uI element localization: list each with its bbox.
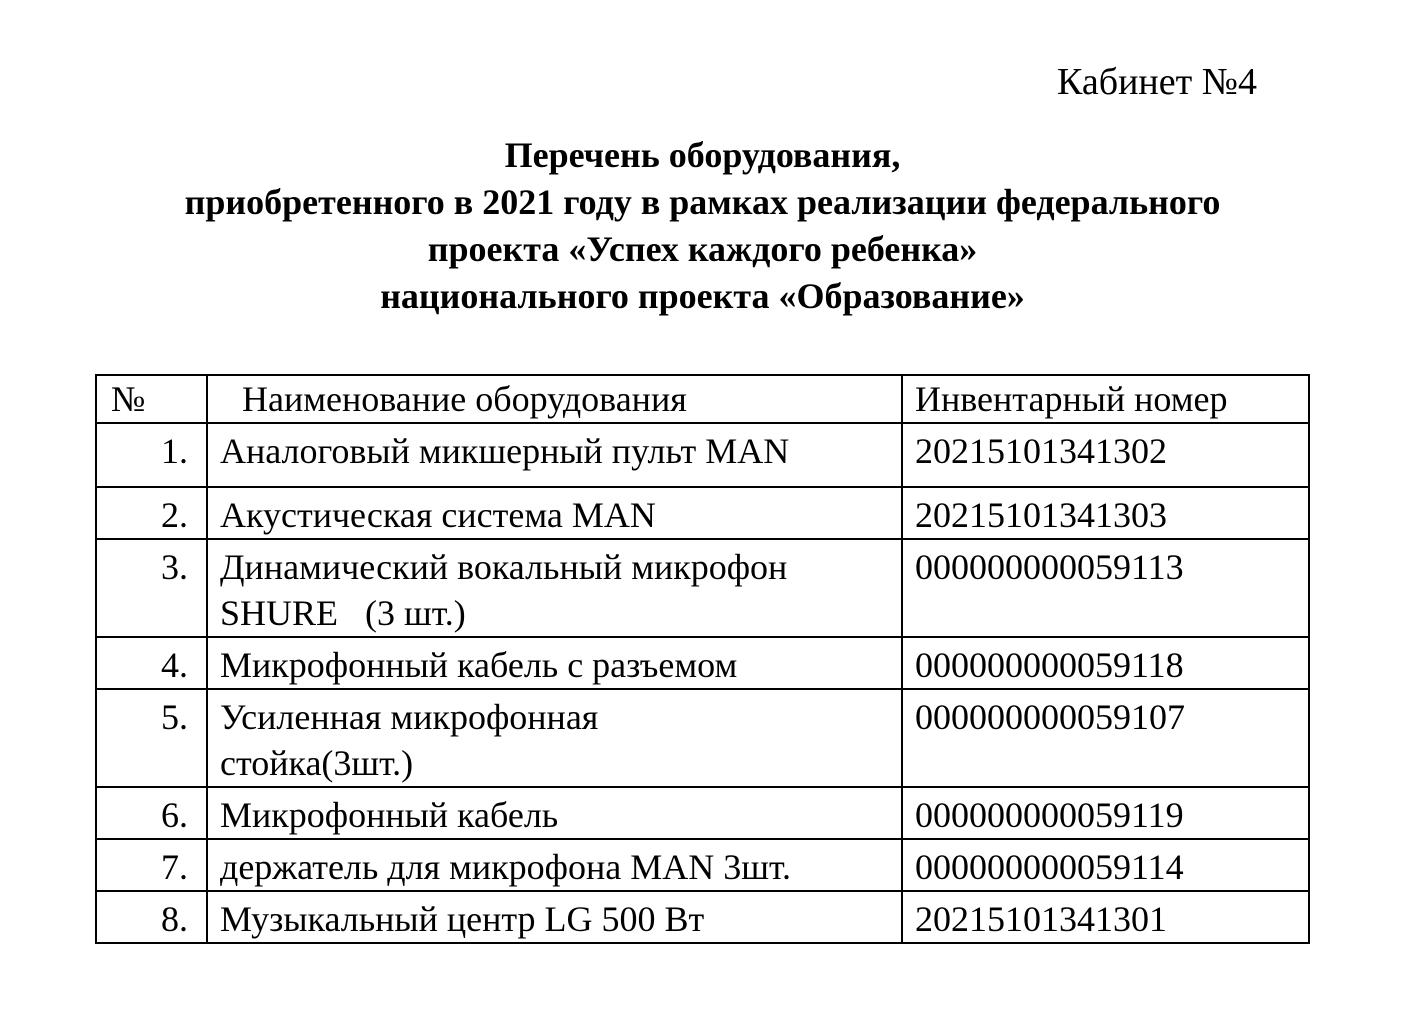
inventory-number: 000000000059114 [902,839,1309,891]
inventory-number: 000000000059107 [902,689,1309,787]
header-equipment-name: Наименование оборудования [207,375,902,423]
title-line-4: национального проекта «Образование» [380,276,1025,316]
row-number: 3. [96,539,207,637]
header-inventory-number: Инвентарный номер [902,375,1309,423]
title-line-2: приобретенного в 2021 году в рамках реализации федерального [184,182,1221,222]
table-row [96,487,1309,539]
inventory-number: 000000000059118 [902,637,1309,689]
table-row [96,891,1309,943]
row-number: 1. [96,423,207,487]
table-row [96,423,1309,487]
row-number: 8. [96,891,207,943]
row-number: 4. [96,637,207,689]
row-number: 7. [96,839,207,891]
inventory-number: 000000000059119 [902,787,1309,839]
equipment-name: Микрофонный кабель с разъемом [207,637,902,689]
equipment-name: Аналоговый микшерный пульт MAN [207,423,902,487]
equipment-name: Динамический вокальный микрофон SHURE (3 шт.) [207,539,902,637]
table-header-row [96,375,1309,423]
table-row [96,637,1309,689]
equipment-name: держатель для микрофона MAN 3шт. [207,839,902,891]
header-number: № [96,375,207,423]
inventory-number: 20215101341303 [902,487,1309,539]
title-line-1: Перечень оборудования, [504,135,901,175]
table-row [96,839,1309,891]
title-line-3: проекта «Успех каждого ребенка» [427,229,978,269]
cabinet-label: Кабинет №4 [1057,61,1257,103]
equipment-table [95,374,1310,944]
equipment-name: Музыкальный центр LG 500 Вт [207,891,902,943]
equipment-name: Усиленная микрофонная стойка(3шт.) [207,689,902,787]
inventory-number: 20215101341301 [902,891,1309,943]
row-number: 2. [96,487,207,539]
equipment-name: Микрофонный кабель [207,787,902,839]
inventory-number: 000000000059113 [902,539,1309,637]
inventory-number: 20215101341302 [902,423,1309,487]
table-row [96,539,1309,637]
row-number: 5. [96,689,207,787]
row-number: 6. [96,787,207,839]
document-title [0,132,1405,320]
table-row [96,689,1309,787]
table-row [96,787,1309,839]
equipment-name: Акустическая система MAN [207,487,902,539]
